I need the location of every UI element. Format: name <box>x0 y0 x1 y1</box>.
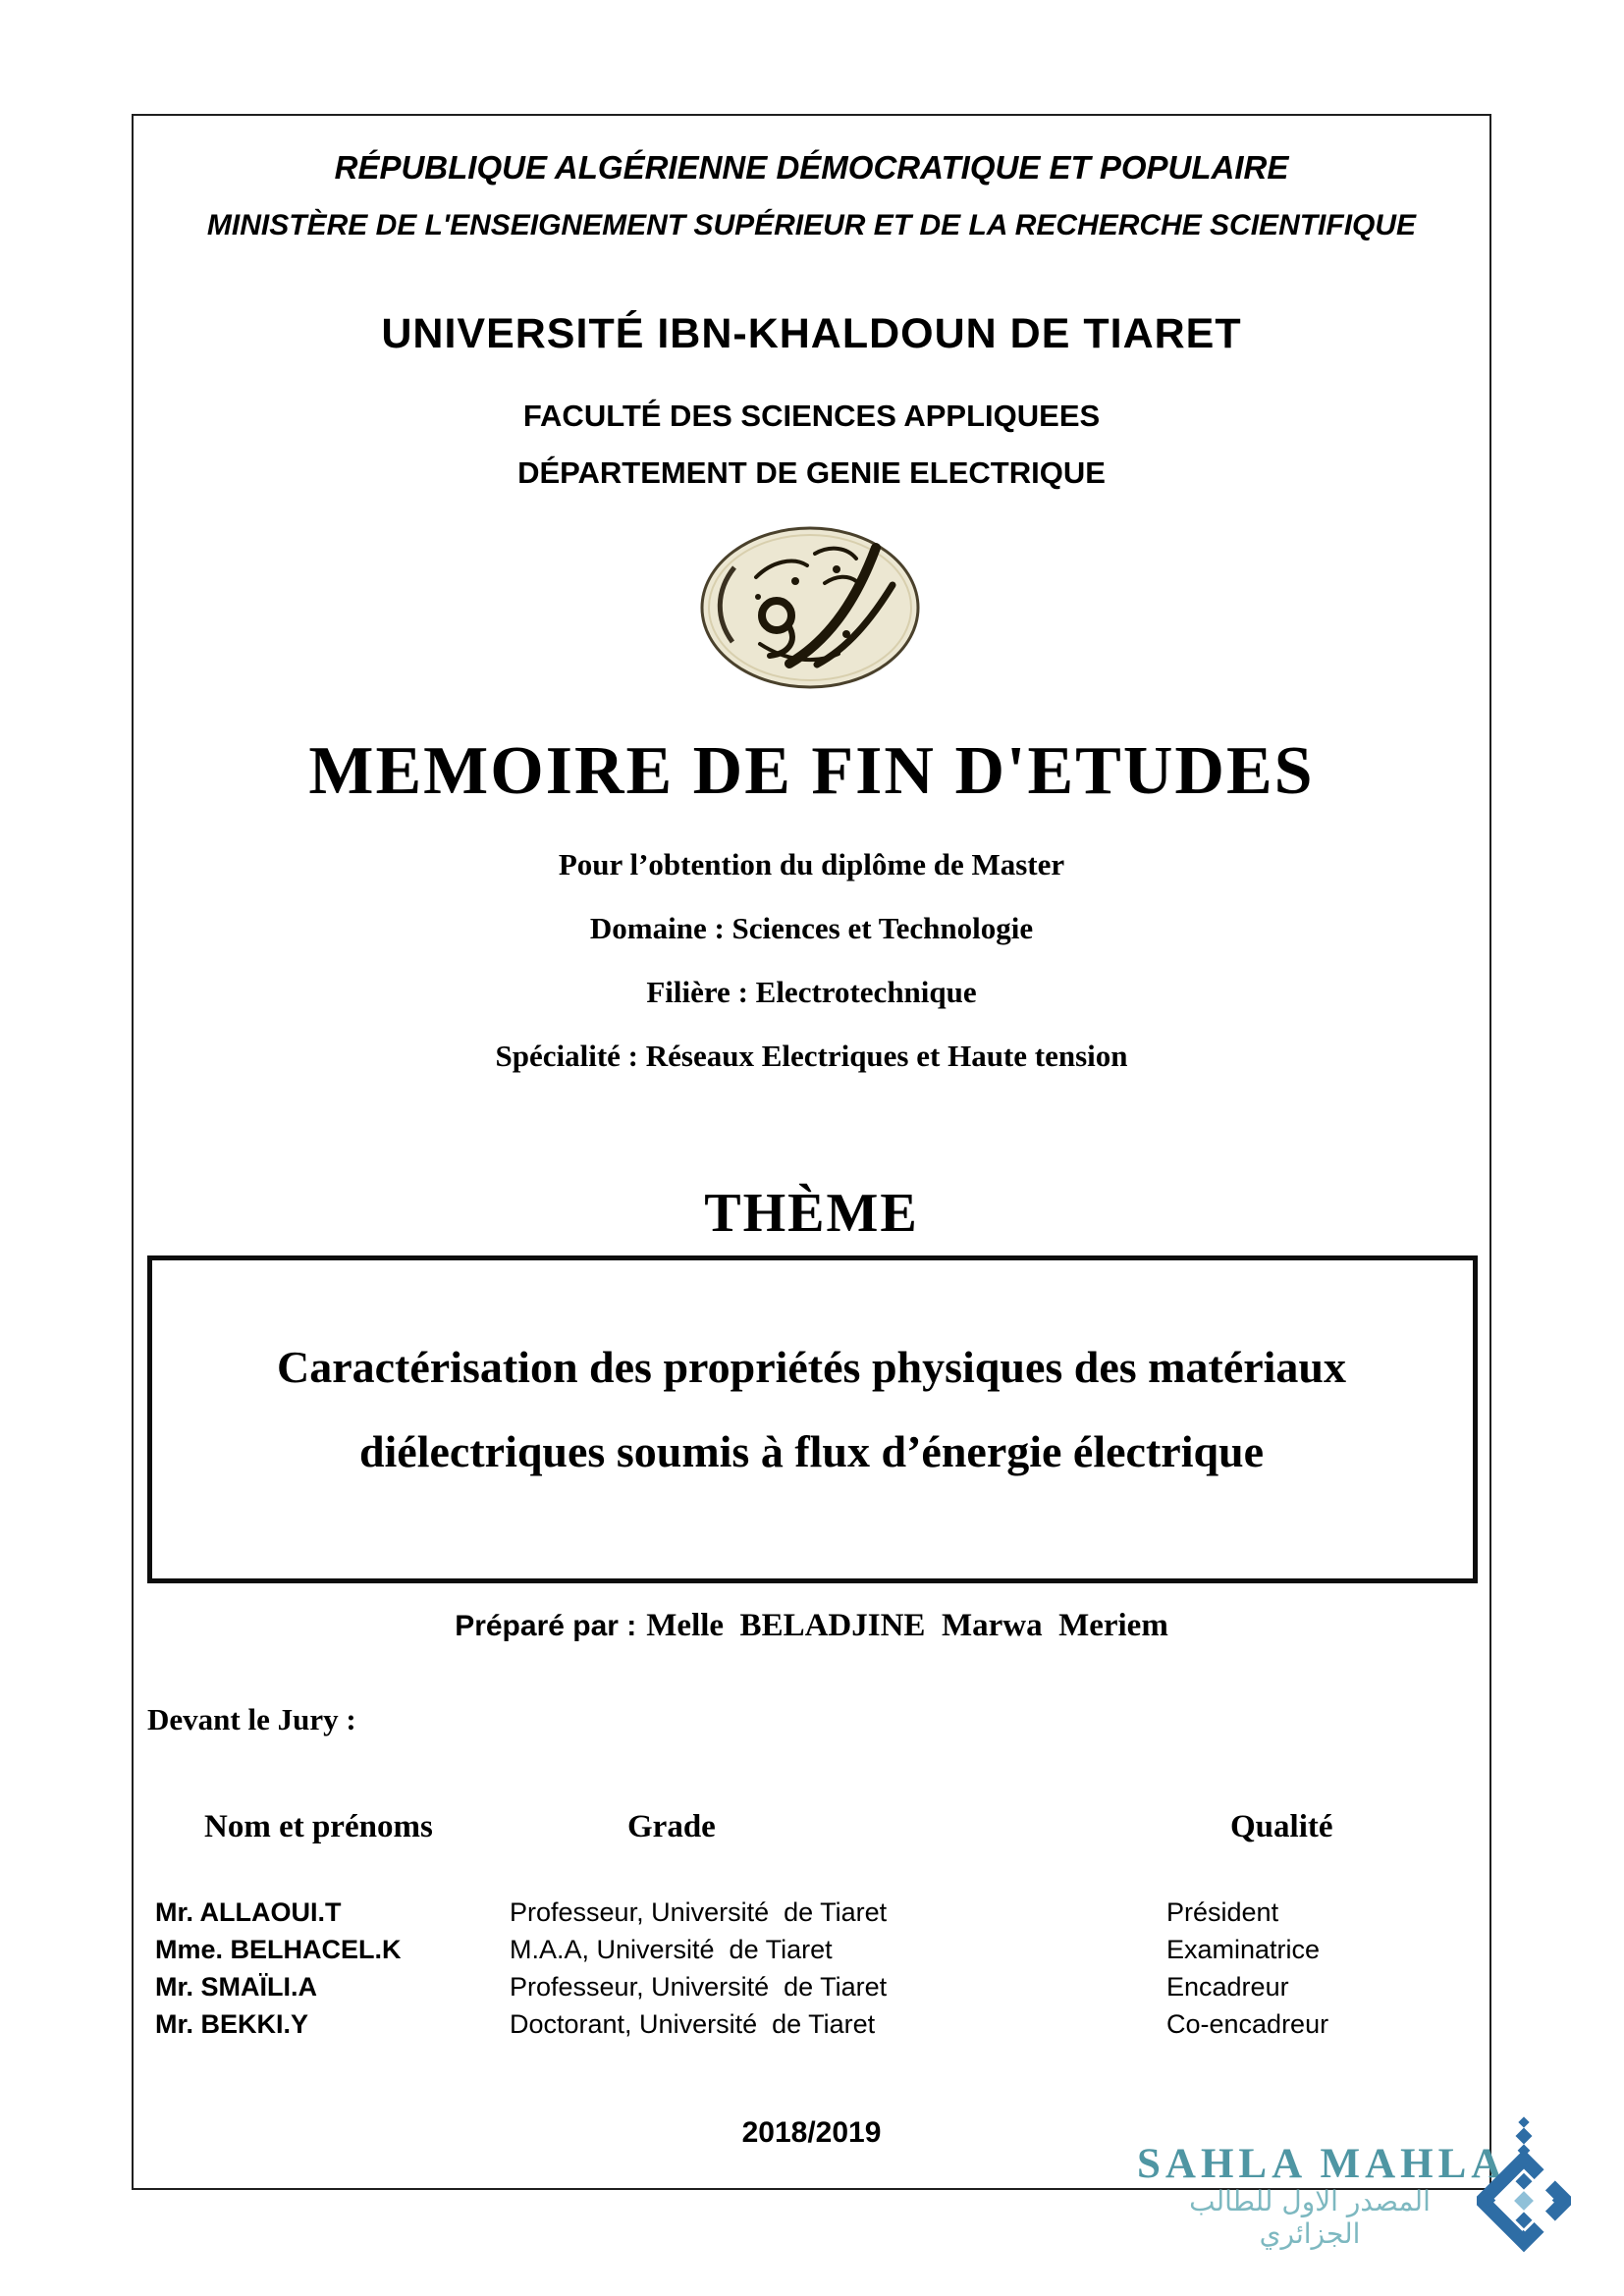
theme-title-box <box>147 1255 1478 1583</box>
prepared-by-name: Melle BELADJINE Marwa Meriem <box>646 1608 1168 1643</box>
jury-column-name: Nom et prénoms <box>204 1809 433 1844</box>
theme-title-line1: Caractérisation des propriétés physiques des matériaux <box>276 1342 1347 1392</box>
jury-member-name: Mr. SMAÏLI.A <box>155 1972 318 2002</box>
jury-member-grade: M.A.A, Université de Tiaret <box>510 1935 833 1964</box>
jury-member-quality: Encadreur <box>1166 1972 1289 2002</box>
jury-row <box>132 1968 1491 2005</box>
jury-column-grade: Grade <box>627 1809 716 1844</box>
watermark-logo-icon <box>1477 2116 1571 2254</box>
ministry-line: MINISTÈRE DE L'ENSEIGNEMENT SUPÉRIEUR ET DE LA RECHERCHE SCIENTIFIQUE <box>206 209 1417 241</box>
jury-member-name: Mme. BELHACEL.K <box>155 1935 402 1964</box>
theme-heading: THÈME <box>704 1183 919 1244</box>
academic-year: 2018/2019 <box>741 2116 882 2149</box>
jury-row <box>132 2005 1491 2043</box>
republic-line: RÉPUBLIQUE ALGÉRIENNE DÉMOCRATIQUE ET POPULAIRE <box>334 149 1289 186</box>
jury-heading: Devant le Jury : <box>147 1702 356 1736</box>
jury-member-grade: Professeur, Université de Tiaret <box>510 1897 888 1927</box>
jury-member-quality: Examinatrice <box>1166 1935 1321 1964</box>
jury-member-grade: Professeur, Université de Tiaret <box>510 1972 888 2002</box>
jury-table-header <box>132 1809 1491 1848</box>
theme-title-line2: diélectriques soumis à flux d’énergie électrique <box>358 1426 1265 1476</box>
jury-member-name: Mr. ALLAOUI.T <box>155 1897 342 1927</box>
watermark-tagline-arabic: المصدر الاول للطالب الجزائري <box>1189 2185 1431 2250</box>
jury-column-quality: Qualité <box>1230 1809 1333 1844</box>
university-seal-icon <box>699 524 921 691</box>
department-name: DÉPARTEMENT DE GENIE ELECTRIQUE <box>517 455 1106 490</box>
prepared-by-label: Préparé par : <box>455 1610 637 1642</box>
watermark-brand-text: SAHLA MAHLA <box>1137 2141 1507 2187</box>
university-name: UNIVERSITÉ IBN-KHALDOUN DE TIARET <box>381 310 1242 357</box>
jury-row <box>132 1931 1491 1968</box>
prepared-by-line <box>132 1608 1491 1644</box>
speciality-line: Spécialité : Réseaux Electriques et Haute tension <box>495 1039 1128 1073</box>
jury-member-quality: Président <box>1166 1897 1279 1927</box>
faculty-name: FACULTÉ DES SCIENCES APPLIQUEES <box>522 399 1101 433</box>
memoir-subtitle: Pour l’obtention du diplôme de Master <box>558 847 1065 881</box>
jury-member-grade: Doctorant, Université de Tiaret <box>510 2009 876 2039</box>
jury-member-name: Mr. BEKKI.Y <box>155 2009 309 2039</box>
domain-line: Domaine : Sciences et Technologie <box>589 911 1034 945</box>
memoir-title: MEMOIRE DE FIN D'ETUDES <box>308 733 1315 809</box>
jury-row <box>132 1894 1491 1931</box>
field-line: Filière : Electrotechnique <box>646 975 977 1009</box>
jury-table <box>132 1894 1491 2043</box>
jury-member-quality: Co-encadreur <box>1166 2009 1329 2039</box>
